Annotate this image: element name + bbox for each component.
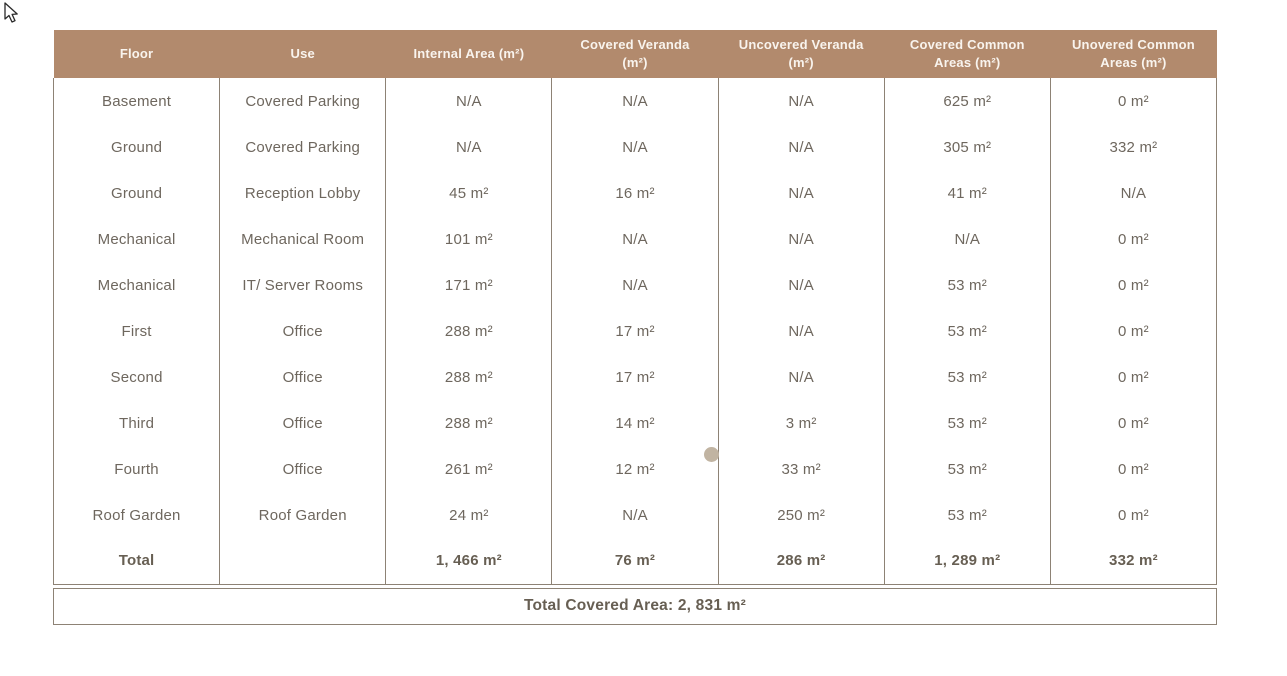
table-cell: Reception Lobby bbox=[220, 170, 386, 216]
table-cell: 288 m² bbox=[386, 308, 552, 354]
table-cell: N/A bbox=[386, 124, 552, 170]
table-cell: N/A bbox=[552, 216, 718, 262]
table-cell: Mechanical bbox=[54, 216, 220, 262]
table-cell: 16 m² bbox=[552, 170, 718, 216]
table-row-ground-lobby bbox=[54, 170, 1217, 216]
table-row-basement bbox=[54, 78, 1217, 124]
table-cell: Roof Garden bbox=[54, 492, 220, 538]
total-unovered-common: 332 m² bbox=[1050, 538, 1216, 584]
table-cell: 33 m² bbox=[718, 446, 884, 492]
table-cell: N/A bbox=[552, 262, 718, 308]
table-cell: Office bbox=[220, 400, 386, 446]
table-row-ground-parking bbox=[54, 124, 1217, 170]
table-cell: 14 m² bbox=[552, 400, 718, 446]
column-header-floor: Floor bbox=[54, 30, 220, 78]
floor-areas-table bbox=[53, 30, 1217, 585]
table-cell: 0 m² bbox=[1050, 492, 1216, 538]
table-body bbox=[54, 78, 1217, 584]
column-header-covered-veranda: Covered Veranda (m²) bbox=[552, 30, 718, 78]
table-row-fourth bbox=[54, 446, 1217, 492]
area-schedule-table bbox=[53, 30, 1217, 625]
total-covered-veranda: 76 m² bbox=[552, 538, 718, 584]
table-cell: Mechanical bbox=[54, 262, 220, 308]
column-header-unovered-common: Unovered Common Areas (m²) bbox=[1050, 30, 1216, 78]
table-cell: Basement bbox=[54, 78, 220, 124]
table-row-third bbox=[54, 400, 1217, 446]
table-cell: 625 m² bbox=[884, 78, 1050, 124]
table-cell bbox=[220, 538, 386, 584]
table-cell: 101 m² bbox=[386, 216, 552, 262]
table-row-second bbox=[54, 354, 1217, 400]
table-cell: 17 m² bbox=[552, 308, 718, 354]
column-header-uncovered-veranda: Uncovered Veranda (m²) bbox=[718, 30, 884, 78]
table-cell: N/A bbox=[718, 308, 884, 354]
table-cell: N/A bbox=[552, 78, 718, 124]
table-cell: 41 m² bbox=[884, 170, 1050, 216]
total-covered-area-label: Total Covered Area: 2, 831 m² bbox=[523, 597, 746, 614]
table-cell: Second bbox=[54, 354, 220, 400]
table-cell: N/A bbox=[718, 124, 884, 170]
table-cell: IT/ Server Rooms bbox=[220, 262, 386, 308]
table-cell: 53 m² bbox=[884, 308, 1050, 354]
table-cell: 17 m² bbox=[552, 354, 718, 400]
table-cell: 53 m² bbox=[884, 262, 1050, 308]
table-cell: 288 m² bbox=[386, 354, 552, 400]
table-row-it-server bbox=[54, 262, 1217, 308]
column-header-internal-area: Internal Area (m²) bbox=[386, 30, 552, 78]
table-cell: Office bbox=[220, 354, 386, 400]
table-cell: 53 m² bbox=[884, 446, 1050, 492]
table-cell: Office bbox=[220, 308, 386, 354]
table-cell: Mechanical Room bbox=[220, 216, 386, 262]
table-cell: 0 m² bbox=[1050, 400, 1216, 446]
table-cell: Office bbox=[220, 446, 386, 492]
table-cell: Covered Parking bbox=[220, 124, 386, 170]
table-cell: N/A bbox=[718, 216, 884, 262]
table-cell: 12 m² bbox=[552, 446, 718, 492]
table-cell: N/A bbox=[718, 78, 884, 124]
table-cell: N/A bbox=[552, 492, 718, 538]
table-row-total bbox=[54, 538, 1217, 584]
table-row-mechanical-room bbox=[54, 216, 1217, 262]
table-header bbox=[54, 30, 1217, 78]
total-covered-area-row bbox=[53, 588, 1217, 625]
table-cell: 171 m² bbox=[386, 262, 552, 308]
header-row bbox=[54, 30, 1217, 78]
total-label: Total bbox=[54, 538, 220, 584]
table-cell: Fourth bbox=[54, 446, 220, 492]
cursor-icon bbox=[2, 2, 24, 24]
table-cell: Covered Parking bbox=[220, 78, 386, 124]
table-cell: 45 m² bbox=[386, 170, 552, 216]
table-cell: Third bbox=[54, 400, 220, 446]
total-covered-common: 1, 289 m² bbox=[884, 538, 1050, 584]
table-cell: 53 m² bbox=[884, 354, 1050, 400]
table-cell: N/A bbox=[718, 170, 884, 216]
total-internal-area: 1, 466 m² bbox=[386, 538, 552, 584]
table-row-first bbox=[54, 308, 1217, 354]
table-cell: N/A bbox=[884, 216, 1050, 262]
table-cell: 0 m² bbox=[1050, 262, 1216, 308]
table-cell: 305 m² bbox=[884, 124, 1050, 170]
table-cell: 0 m² bbox=[1050, 446, 1216, 492]
table-cell: 250 m² bbox=[718, 492, 884, 538]
table-cell: 24 m² bbox=[386, 492, 552, 538]
table-cell: N/A bbox=[552, 124, 718, 170]
table-cell: N/A bbox=[386, 78, 552, 124]
table-cell: 261 m² bbox=[386, 446, 552, 492]
total-uncovered-veranda: 286 m² bbox=[718, 538, 884, 584]
table-cell: 0 m² bbox=[1050, 308, 1216, 354]
table-cell: N/A bbox=[718, 354, 884, 400]
table-cell: N/A bbox=[718, 262, 884, 308]
table-cell: 288 m² bbox=[386, 400, 552, 446]
table-cell: Roof Garden bbox=[220, 492, 386, 538]
table-cell: Ground bbox=[54, 124, 220, 170]
column-header-covered-common: Covered Common Areas (m²) bbox=[884, 30, 1050, 78]
table-cell: 0 m² bbox=[1050, 78, 1216, 124]
table-cell: 53 m² bbox=[884, 492, 1050, 538]
table-cell: 0 m² bbox=[1050, 354, 1216, 400]
table-cell: First bbox=[54, 308, 220, 354]
marker-dot bbox=[704, 447, 719, 462]
table-cell: 332 m² bbox=[1050, 124, 1216, 170]
table-cell: 3 m² bbox=[718, 400, 884, 446]
table-cell: 0 m² bbox=[1050, 216, 1216, 262]
column-header-use: Use bbox=[220, 30, 386, 78]
table-cell: 53 m² bbox=[884, 400, 1050, 446]
table-cell: Ground bbox=[54, 170, 220, 216]
table-cell: N/A bbox=[1050, 170, 1216, 216]
table-row-roof-garden bbox=[54, 492, 1217, 538]
